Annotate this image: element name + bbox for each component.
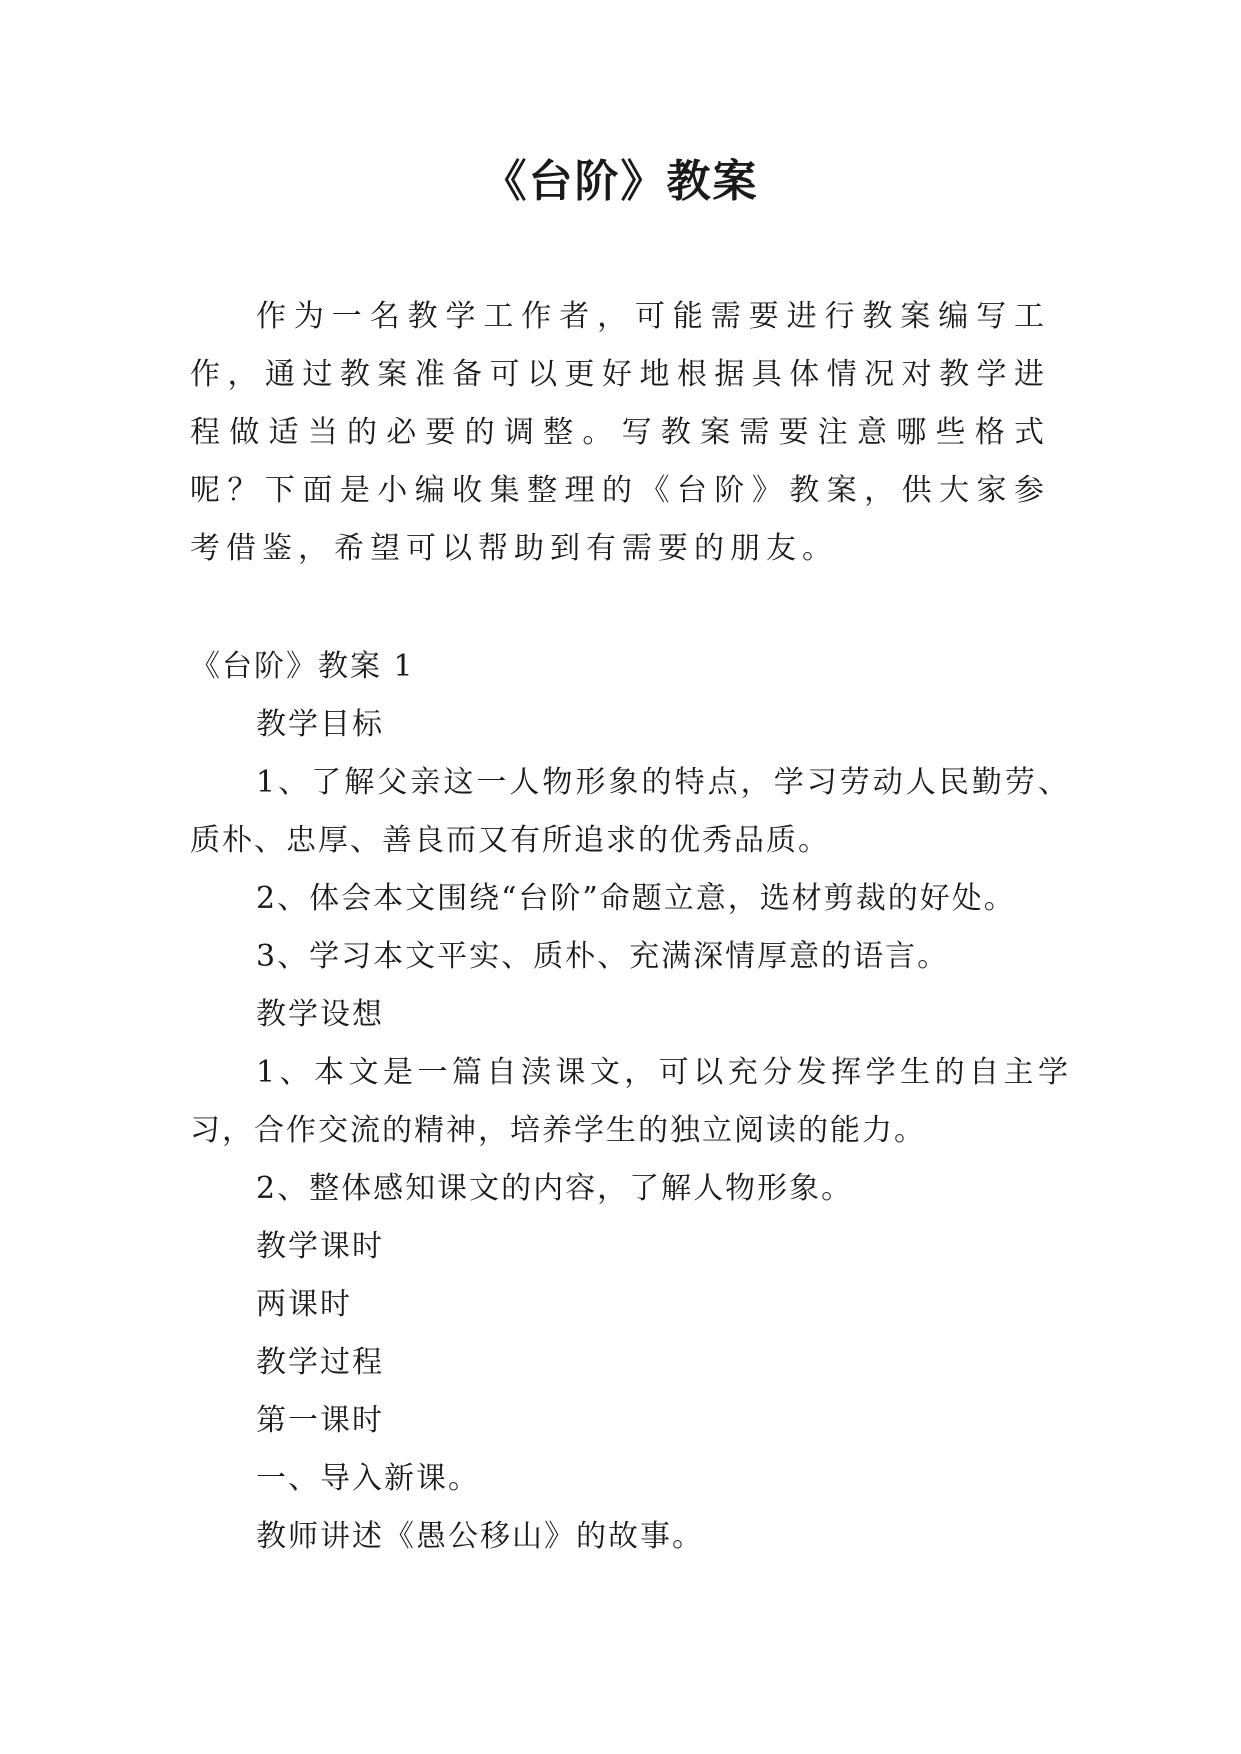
paragraph-step-1: 一、导入新课。	[256, 1461, 480, 1496]
paragraph-teaching-ideas-heading: 教学设想	[256, 997, 384, 1032]
paragraph-teaching-goals-heading: 教学目标	[256, 707, 384, 742]
paragraph-goal-3: 3、学习本文平实、质朴、充满深情厚意的语言。	[256, 939, 950, 974]
section-heading: 《台阶》教案 1	[190, 649, 415, 684]
paragraph-first-lesson: 第一课时	[256, 1403, 384, 1438]
document-body	[190, 638, 1070, 1566]
paragraph-goal-1: 1、了解父亲这一人物形象的特点，学习劳动人民勤劳、质朴、忠厚、善良而又有所追求的优秀品质。	[190, 765, 1070, 858]
paragraph-goal-2: 2、体会本文围绕“台阶”命题立意，选材剪裁的好处。	[256, 881, 1016, 916]
paragraph-class-hours-heading: 教学课时	[256, 1229, 384, 1264]
paragraph-idea-1: 1、本文是一篇自渎课文，可以充分发挥学生的自主学习，合作交流的精神，培养学生的独立阅读的能力。	[190, 1055, 1070, 1148]
document-title: 《台阶》教案	[482, 156, 759, 207]
paragraph-idea-2: 2、整体感知课文的内容，了解人物形象。	[256, 1171, 854, 1206]
paragraph-teaching-process-heading: 教学过程	[256, 1345, 384, 1380]
paragraph-story: 教师讲述《愚公移山》的故事。	[256, 1519, 704, 1554]
paragraph-class-hours: 两课时	[256, 1287, 352, 1322]
intro-paragraph: 作为一名教学工作者，可能需要进行教案编写工作，通过教案准备可以更好地根据具体情况对教学进程做适当的必要的调整。写教案需要注意哪些格式呢？下面是小编收集整理的《台阶》教案，供大家参考借鉴，希望可以帮助到有需要的朋友。	[190, 299, 1050, 566]
